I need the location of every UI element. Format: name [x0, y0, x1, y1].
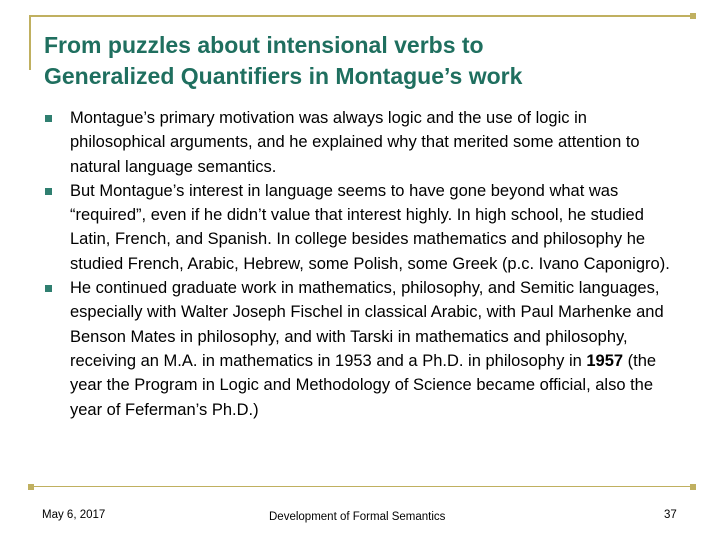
square-bullet-icon: [45, 115, 52, 122]
bullet-text-part: He continued graduate work in mathematics, philosophy, and Semitic languages, especially with Walter Joseph Fischel in classical Arabic, with Paul Marhenke and Benson Mates in philosophy, and with Tarski in mathematics and philosophy, receiving an M.A. in mathematics in 1953 and a Ph.D. in philosophy in: [70, 279, 664, 370]
footer-title: Development of Formal Semantics: [269, 511, 446, 523]
corner-square-icon: [690, 13, 696, 19]
bullet-list: [44, 106, 684, 422]
slide-title-line-2: Generalized Quantifiers in Montague’s work: [44, 63, 523, 89]
bullet-text: Montague’s primary motivation was always logic and the use of logic in philosophical arguments, and he explained why that merited some attention to natural language semantics.: [70, 109, 640, 176]
bullet-item: [44, 276, 684, 422]
bullet-text: But Montague’s interest in language seems to have gone beyond what was “required”, even if he didn’t value that interest highly. In high school, he studied Latin, French, and Spanish. In college besides mathematics and philosophy he studied French, Arabic, Hebrew, some Polish, some Greek (p.c. Ivano Caponigro).: [70, 181, 670, 273]
corner-square-icon: [28, 484, 34, 490]
square-bullet-icon: [45, 285, 52, 292]
bottom-rule: [29, 486, 694, 487]
bullet-item: [44, 106, 684, 179]
top-rule: [29, 15, 694, 17]
slide-title-line-1: From puzzles about intensional verbs to: [44, 32, 484, 58]
slide-title: [44, 30, 684, 92]
bullet-item: [44, 179, 684, 276]
page-number: 37: [664, 509, 677, 521]
bullet-text-part: (the year the Program in Logic and Methodology of Science became official, also the year of Feferman’s Ph.D.): [70, 351, 657, 419]
bullet-text: [70, 279, 664, 418]
bullet-bold-year: 1957: [586, 351, 624, 370]
square-bullet-icon: [45, 188, 52, 195]
corner-square-icon: [690, 484, 696, 490]
footer-date: May 6, 2017: [42, 509, 106, 521]
left-rule: [29, 15, 31, 70]
